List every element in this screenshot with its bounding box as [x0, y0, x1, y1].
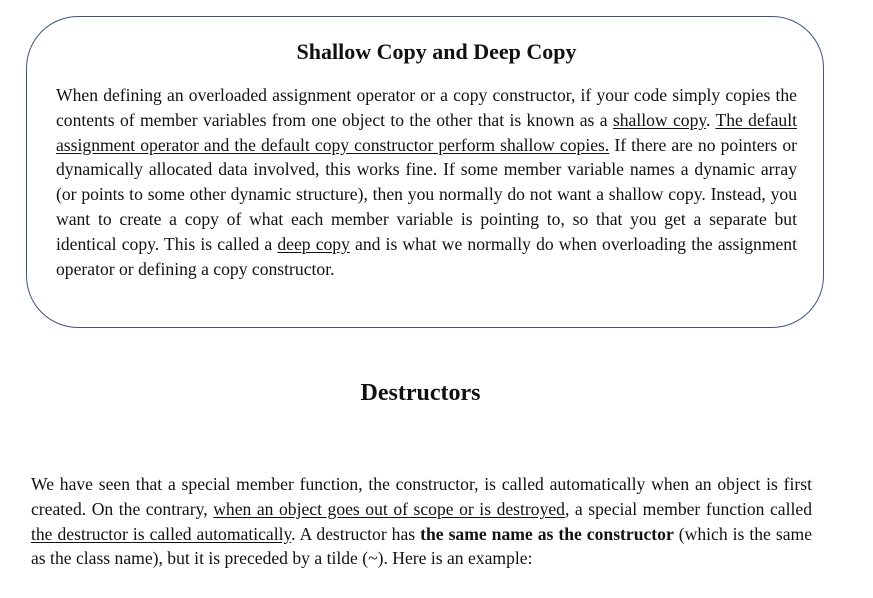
box-paragraph — [56, 83, 797, 281]
destructors-text-1: We have seen that a special member function, the constructor, is called automatically when an object is first created. On the contrary, — [31, 474, 812, 519]
box-text-1: When defining an overloaded assignment operator or a copy constructor, if your code simply copies the contents of member variables from one object to the other that is known as a — [56, 85, 797, 130]
shallow-copy-term: shallow copy — [612, 109, 707, 130]
destructors-paragraph — [31, 472, 812, 571]
box-text-3: If there are no pointers or dynamically allocated data involved, this works fine. If some member variable names a dynamic array (or points to some other dynamic structure), then you normally do not want a shallow copy. Instead, you want to create a copy of what each member variable is pointing to, so that you get a separate but identical copy. This is called a — [56, 134, 797, 254]
destructors-text-3: . A destructor has — [291, 523, 421, 544]
destructors-text-2: , a special member function called — [564, 498, 813, 519]
box-text-2: . — [706, 109, 716, 130]
destructor-called-phrase: the destructor is called automatically — [31, 523, 292, 544]
box-title: Shallow Copy and Deep Copy — [296, 39, 577, 64]
deep-copy-term: deep copy — [277, 233, 350, 254]
out-of-scope-phrase: when an object goes out of scope or is destroyed — [213, 498, 565, 519]
destructors-text-4: (which is the same as the class name), but it is preceded by a tilde (~). Here is an example: — [31, 523, 812, 569]
box-text-4: and is what we normally do when overloading the assignment operator or defining a copy constructor. — [56, 233, 797, 279]
same-name-phrase: the same name as the constructor — [420, 523, 674, 544]
destructors-heading: Destructors — [360, 380, 481, 406]
default-shallow-statement: The default assignment operator and the default copy constructor perform shallow copies. — [56, 109, 798, 155]
